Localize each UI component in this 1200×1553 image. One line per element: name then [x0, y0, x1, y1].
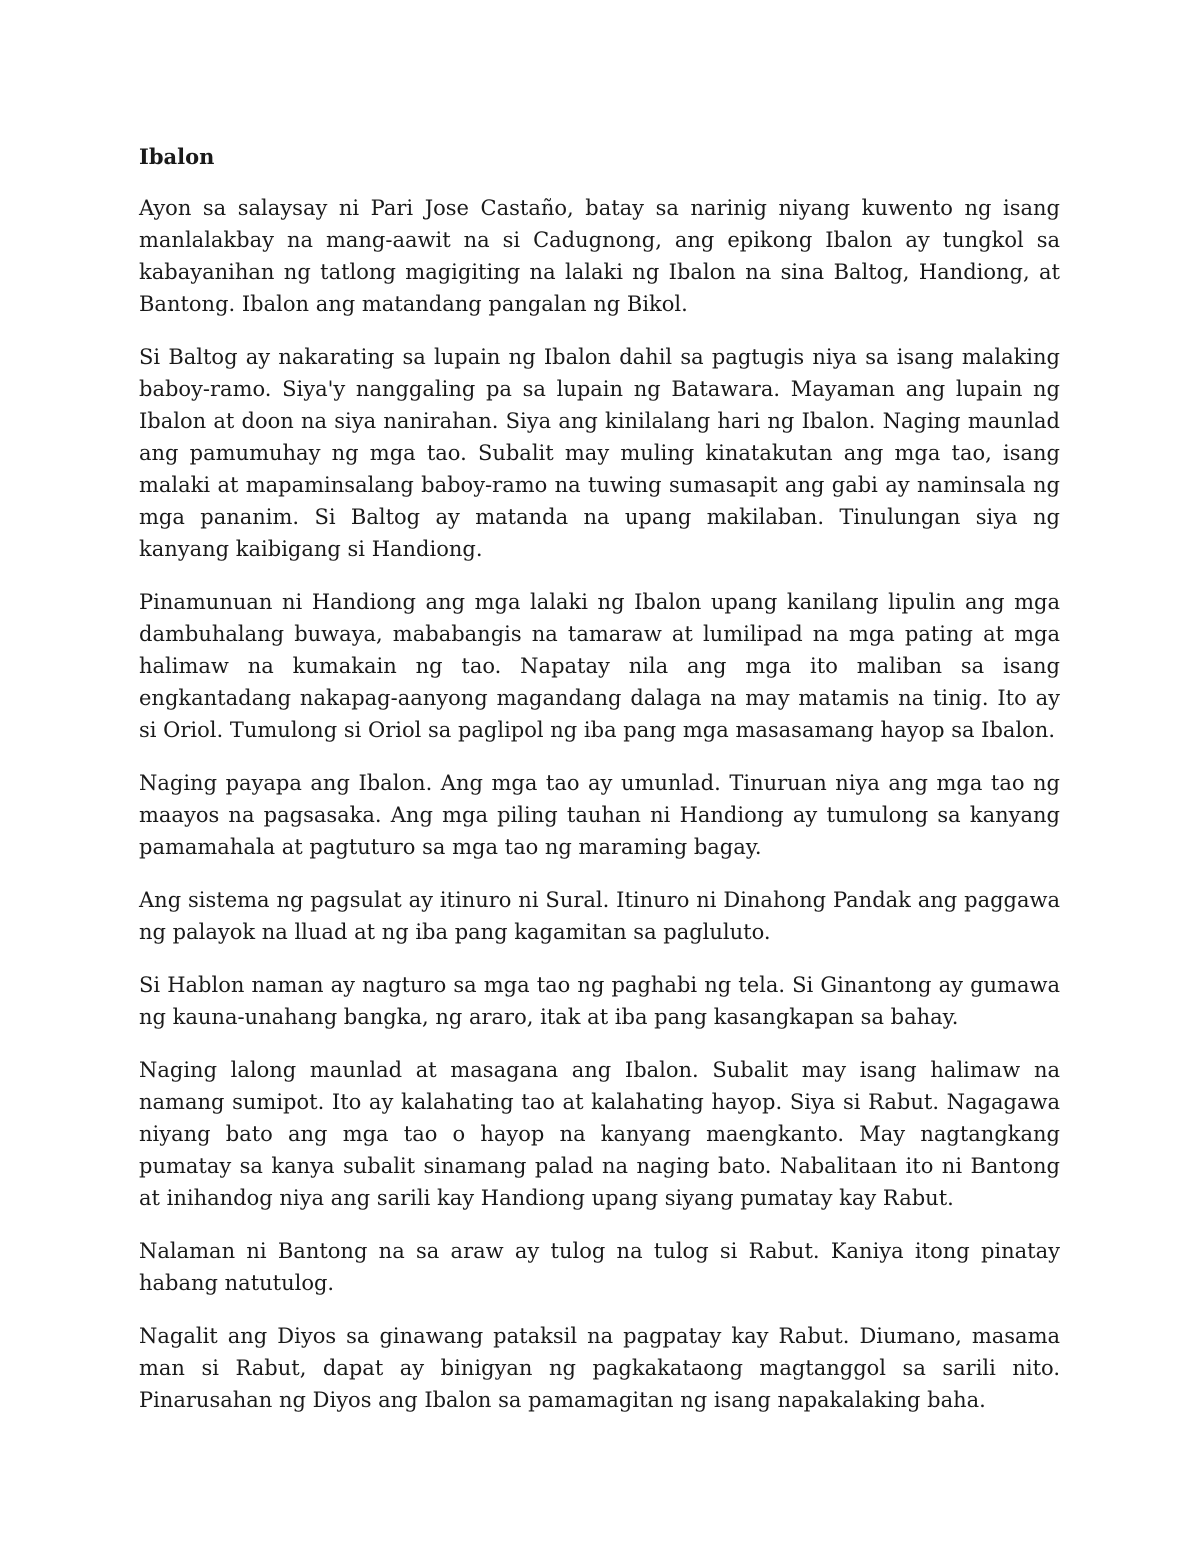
paragraph-writing: Ang sistema ng pagsulat ay itinuro ni Sural. Itinuro ni Dinahong Pandak ang paggawa ng palayok na lluad at ng iba pang kagamitan sa pagluluto. — [139, 888, 1060, 944]
paragraph-intro: Ayon sa salaysay ni Pari Jose Castaño, batay sa narinig niyang kuwento ng isang manlalakbay na mang-aawit na si Cadugnong, ang epikong Ibalon ay tungkol sa kabayanihan ng tatlong magigiting na lalaki ng Ibalon na sina Baltog, Handiong, at Bantong. Ibalon ang matandang pangalan ng Bikol. — [139, 196, 1060, 316]
paragraph-flood: Nagalit ang Diyos sa ginawang pataksil na pagpatay kay Rabut. Diumano, masama man si Rabut, dapat ay binigyan ng pagkakataong magtanggol sa sarili nito. Pinarusahan ng Diyos ang Ibalon sa pamamagitan ng isang napakalaking baha. — [139, 1324, 1060, 1412]
paragraph-baltog: Si Baltog ay nakarating sa lupain ng Ibalon dahil sa pagtugis niya sa isang malaking baboy-ramo. Siya'y nanggaling pa sa lupain ng Batawara. Mayaman ang lupain ng Ibalon at doon na siya nanirahan. Siya ang kinilalang hari ng Ibalon. Naging maunlad ang pamumuhay ng mga tao. Subalit may muling kinatakutan ang mga tao, isang malaki at mapaminsalang baboy-ramo na tuwing sumasapit ang gabi ay naminsala ng mga pananim. Si Baltog ay matanda na upang makilaban. Tinulungan siya ng kanyang kaibigang si Handiong. — [139, 345, 1060, 561]
paragraph-handiong: Pinamunuan ni Handiong ang mga lalaki ng Ibalon upang kanilang lipulin ang mga dambuhalang buwaya, mababangis na tamaraw at lumilipad na mga pating at mga halimaw na kumakain ng tao. Napatay nila ang mga ito maliban sa isang engkantadang nakapag-aanyong magandang dalaga na may matamis na tinig. Ito ay si Oriol. Tumulong si Oriol sa paglipol ng iba pang mga masasamang hayop sa Ibalon. — [139, 590, 1060, 742]
document-body — [139, 140, 1060, 1437]
paragraph-weaving: Si Hablon naman ay nagturo sa mga tao ng paghabi ng tela. Si Ginantong ay gumawa ng kauna-unahang bangka, ng araro, itak at iba pang kasangkapan sa bahay. — [139, 973, 1060, 1029]
paragraph-rabut: Naging lalong maunlad at masagana ang Ibalon. Subalit may isang halimaw na namang sumipot. Ito ay kalahating tao at kalahating hayop. Siya si Rabut. Nagagawa niyang bato ang mga tao o hayop na kanyang maengkanto. May nagtangkang pumatay sa kanya subalit sinamang palad na naging bato. Nabalitaan ito ni Bantong at inihandog niya ang sarili kay Handiong upang siyang pumatay kay Rabut. — [139, 1058, 1060, 1210]
paragraph-bantong: Nalaman ni Bantong na sa araw ay tulog na tulog si Rabut. Kaniya itong pinatay habang natutulog. — [139, 1239, 1060, 1295]
paragraph-peace: Naging payapa ang Ibalon. Ang mga tao ay umunlad. Tinuruan niya ang mga tao ng maayos na pagsasaka. Ang mga piling tauhan ni Handiong ay tumulong sa kanyang pamamahala at pagtuturo sa mga tao ng maraming bagay. — [139, 771, 1060, 859]
document-title: Ibalon — [139, 144, 215, 169]
